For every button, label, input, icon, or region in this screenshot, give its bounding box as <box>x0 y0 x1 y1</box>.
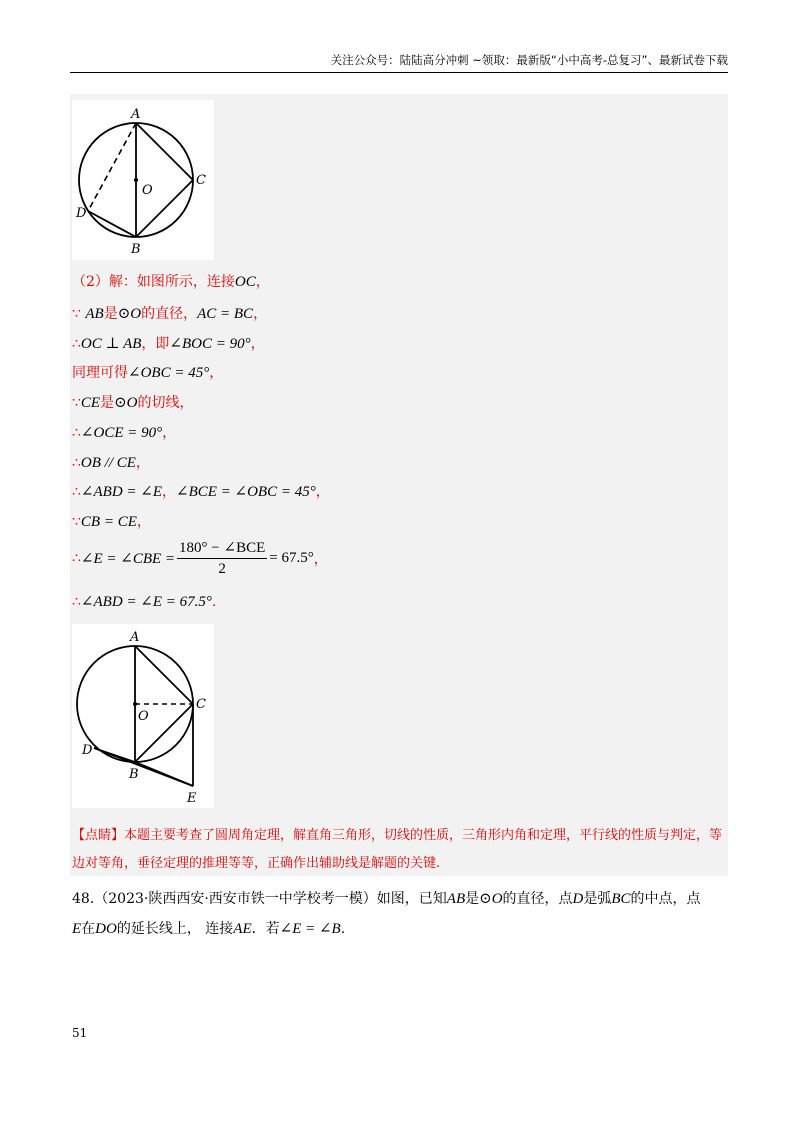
solution-line-5: ∵CE是⊙O的切线， <box>72 395 194 411</box>
chord-db <box>88 211 136 237</box>
figure-2 <box>72 624 214 808</box>
label-c: C <box>196 173 206 188</box>
problem-48: 48.（2023·陕西西安·西安市铁一中学校考一模）如图，已知AB是⊙O的直径，点D是弧BC的中点，点 E在DO的延长线上， 连接AE．若∠E = ∠B. <box>72 891 701 937</box>
solution-line-8: ∴∠ABD = ∠E，∠BCE = ∠OBC = 45°， <box>72 484 330 500</box>
solution-line-9: ∵CB = CE， <box>72 514 151 530</box>
center-point <box>133 702 137 706</box>
label-d: D <box>76 206 87 221</box>
solution-fraction-line: ∴∠E = ∠CBE = $\frac{\text{180° − ∠BCE}}{2}$ = 67.5°， <box>72 540 328 577</box>
problem-number: 48. <box>72 891 95 907</box>
solution-line-1: （2）解：如图所示，连接OC， <box>72 274 270 290</box>
fraction-denominator: 2 <box>218 561 226 577</box>
label-a: A <box>131 107 141 122</box>
dashed-ad <box>88 123 136 211</box>
label-b: B <box>131 242 141 257</box>
header-rule <box>70 72 728 73</box>
solution-line-6: ∴∠OCE = 90°， <box>72 425 177 441</box>
label-o: O <box>142 183 153 198</box>
solution-line-4: 同理可得∠OBC = 45°， <box>72 365 224 381</box>
solution-final-line: ∴∠ABD = ∠E = 67.5°. <box>72 594 217 610</box>
figure-1-diagram <box>72 100 214 260</box>
figure-1 <box>72 100 214 260</box>
center-point <box>134 178 138 182</box>
solution-line-7: ∴OB // CE， <box>72 455 150 471</box>
fraction <box>177 538 267 579</box>
label-b: B <box>129 767 139 782</box>
label-c: C <box>196 697 206 712</box>
key-point-comment: 【点睛】本题主要考查了圆周角定理，解直角三角形，切线的性质，三角形内角和定理，平行线的性质与判定，等边对等角，垂径定理的推理等等，正确作出辅助线是解题的关键. <box>72 828 723 871</box>
chord-db <box>94 748 135 762</box>
solution-line-2: ∵ AB是⊙O的直径，AC = BC， <box>72 306 268 322</box>
figure-2-diagram <box>72 624 214 808</box>
page-number: 51 <box>72 1026 88 1040</box>
label-e: E <box>187 791 197 806</box>
label-a: A <box>130 630 140 645</box>
label-d: D <box>82 743 93 758</box>
label-o: O <box>138 709 149 724</box>
solution-line-3: ∴OC ⊥ AB，即∠BOC = 90°， <box>72 336 265 352</box>
fraction-numerator: 180° − ∠BCE <box>177 538 267 559</box>
page-header: 关注公众号：陆陆高分冲刺 ~领取：最新版“小中高考-总复习”、最新试卷下载 <box>330 53 728 67</box>
